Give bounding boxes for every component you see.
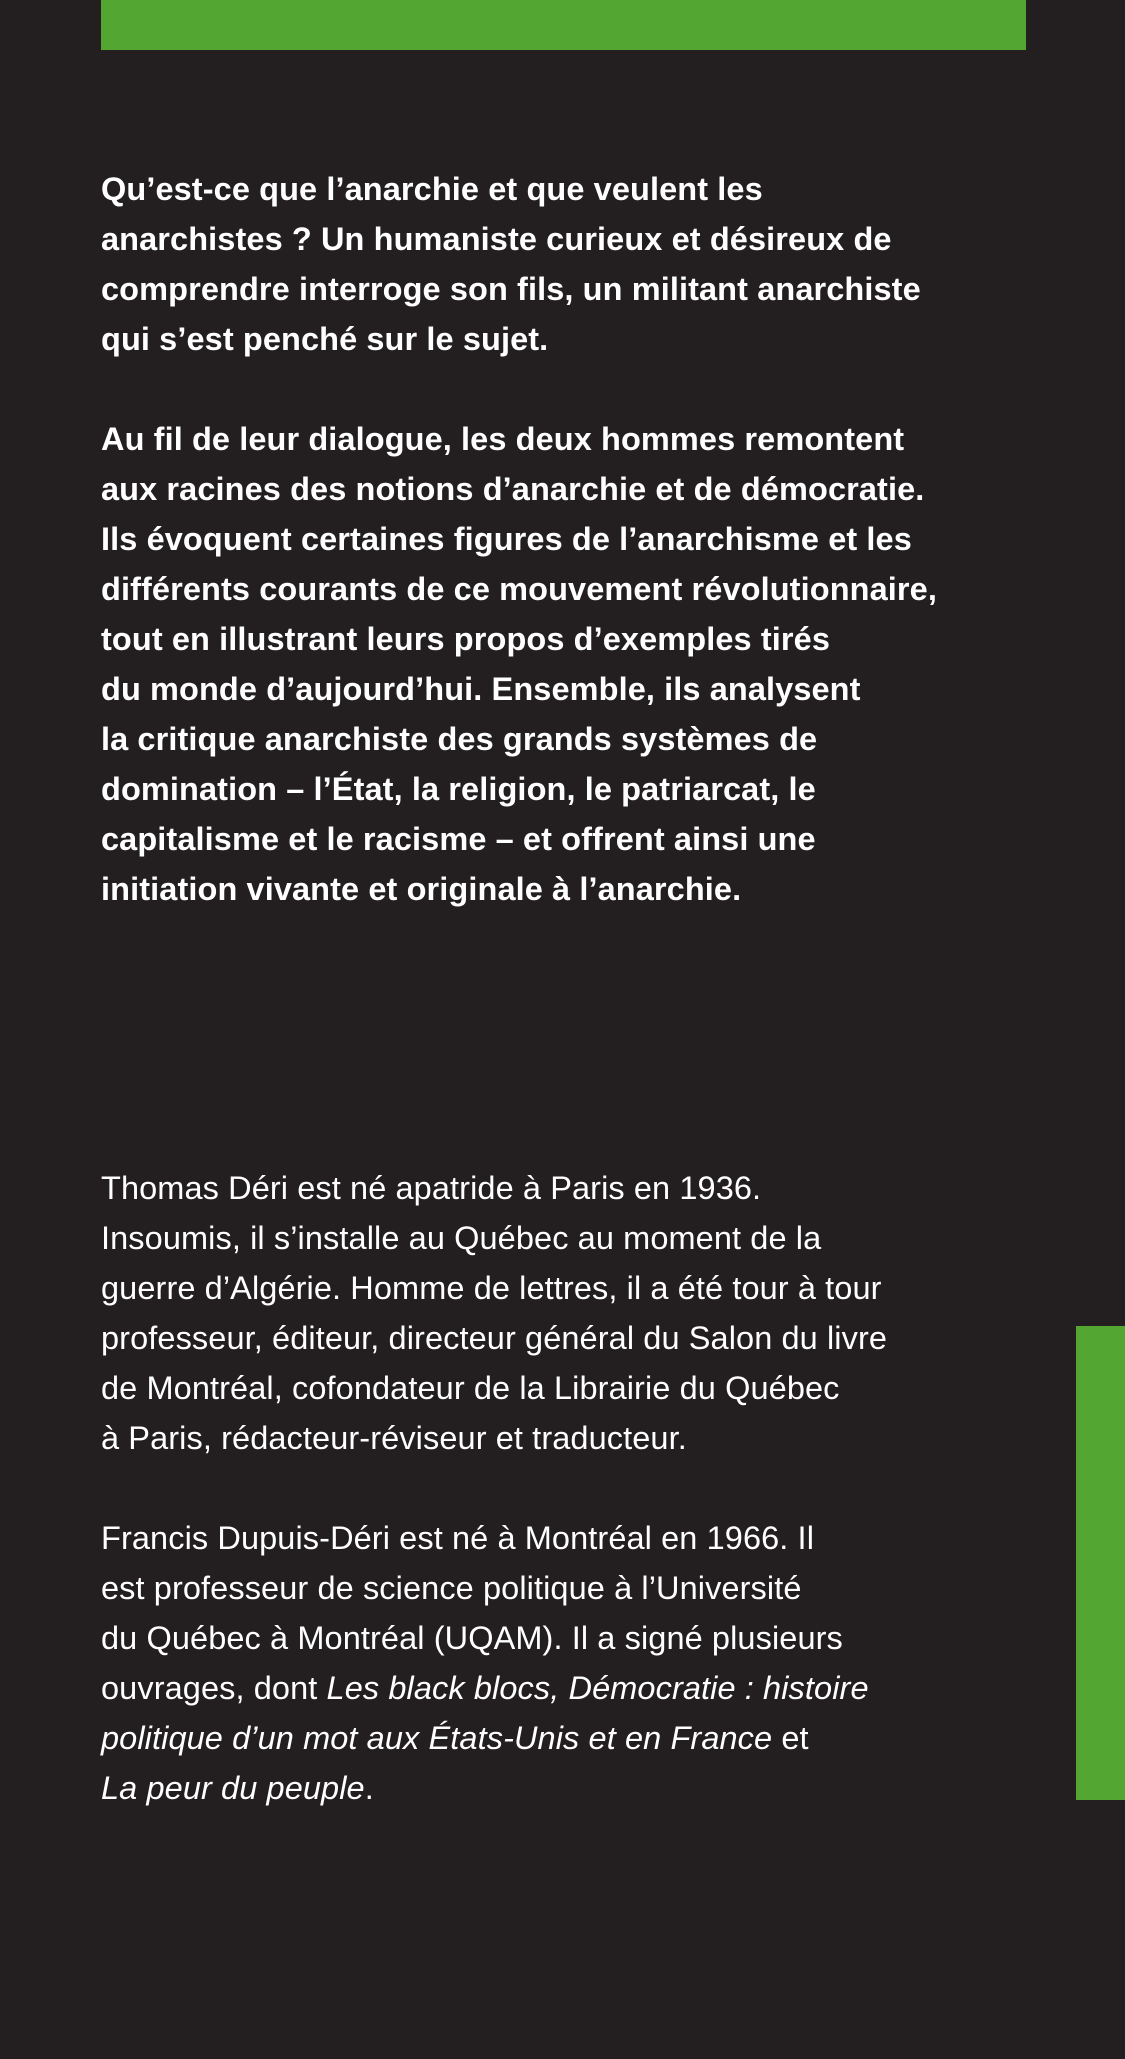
top-accent-bar	[101, 0, 1026, 50]
bio-p2-line	[101, 1663, 1041, 1713]
blurb-paragraph-2	[101, 414, 1041, 914]
bio-p1-line: Thomas Déri est né apatride à Paris en 1936.	[101, 1170, 762, 1206]
book-title: Les black blocs, Démocratie : histoire	[326, 1670, 869, 1706]
bio-p2-line: du Québec à Montréal (UQAM). Il a signé plusieurs	[101, 1620, 843, 1656]
bio-text: .	[364, 1770, 374, 1806]
blurb-p2-line: aux racines des notions d’anarchie et de démocratie.	[101, 471, 925, 507]
blurb-p2-line: initiation vivante et originale à l’anarchie.	[101, 871, 742, 907]
bio-francis-dupuis-deri	[101, 1513, 1041, 1813]
bio-text: ouvrages, dont	[101, 1670, 327, 1706]
blurb-p2-line: différents courants de ce mouvement révolutionnaire,	[101, 571, 937, 607]
side-accent-bar	[1076, 1326, 1125, 1800]
blurb-p2-line: tout en illustrant leurs propos d’exemples tirés	[101, 621, 830, 657]
author-bios	[101, 1163, 1041, 1813]
blurb-p2-line: la critique anarchiste des grands systèmes de	[101, 721, 818, 757]
book-title: La peur du peuple	[101, 1770, 365, 1806]
bio-thomas-deri	[101, 1163, 1041, 1463]
blurb-p1-line: anarchistes ? Un humaniste curieux et désireux de	[101, 221, 892, 257]
bio-p2-line	[101, 1713, 1041, 1763]
blurb-paragraph-1	[101, 164, 1041, 364]
bio-p1-line: à Paris, rédacteur-réviseur et traducteur.	[101, 1420, 687, 1456]
bio-p1-line: Insoumis, il s’installe au Québec au moment de la	[101, 1220, 822, 1256]
blurb-p2-line: du monde d’aujourd’hui. Ensemble, ils analysent	[101, 671, 861, 707]
blurb-p2-line: domination – l’État, la religion, le patriarcat, le	[101, 771, 816, 807]
blurb-p1-line: comprendre interroge son fils, un militant anarchiste	[101, 271, 921, 307]
bio-p1-line: de Montréal, cofondateur de la Librairie du Québec	[101, 1370, 840, 1406]
bio-p2-line: est professeur de science politique à l’Université	[101, 1570, 802, 1606]
blurb-p1-line: qui s’est penché sur le sujet.	[101, 321, 549, 357]
blurb-p2-line: Ils évoquent certaines figures de l’anarchisme et les	[101, 521, 912, 557]
bio-p2-line: Francis Dupuis-Déri est né à Montréal en 1966. Il	[101, 1520, 815, 1556]
blurb-p1-line: Qu’est-ce que l’anarchie et que veulent les	[101, 171, 763, 207]
bio-text: et	[772, 1720, 809, 1756]
book-blurb	[101, 164, 1041, 914]
blurb-p2-line: Au fil de leur dialogue, les deux hommes remontent	[101, 421, 905, 457]
bio-p2-line	[101, 1763, 1041, 1813]
blurb-p2-line: capitalisme et le racisme – et offrent ainsi une	[101, 821, 816, 857]
bio-p1-line: professeur, éditeur, directeur général du Salon du livre	[101, 1320, 888, 1356]
bio-p1-line: guerre d’Algérie. Homme de lettres, il a été tour à tour	[101, 1270, 882, 1306]
book-title: politique d’un mot aux États-Unis et en France	[101, 1720, 773, 1756]
